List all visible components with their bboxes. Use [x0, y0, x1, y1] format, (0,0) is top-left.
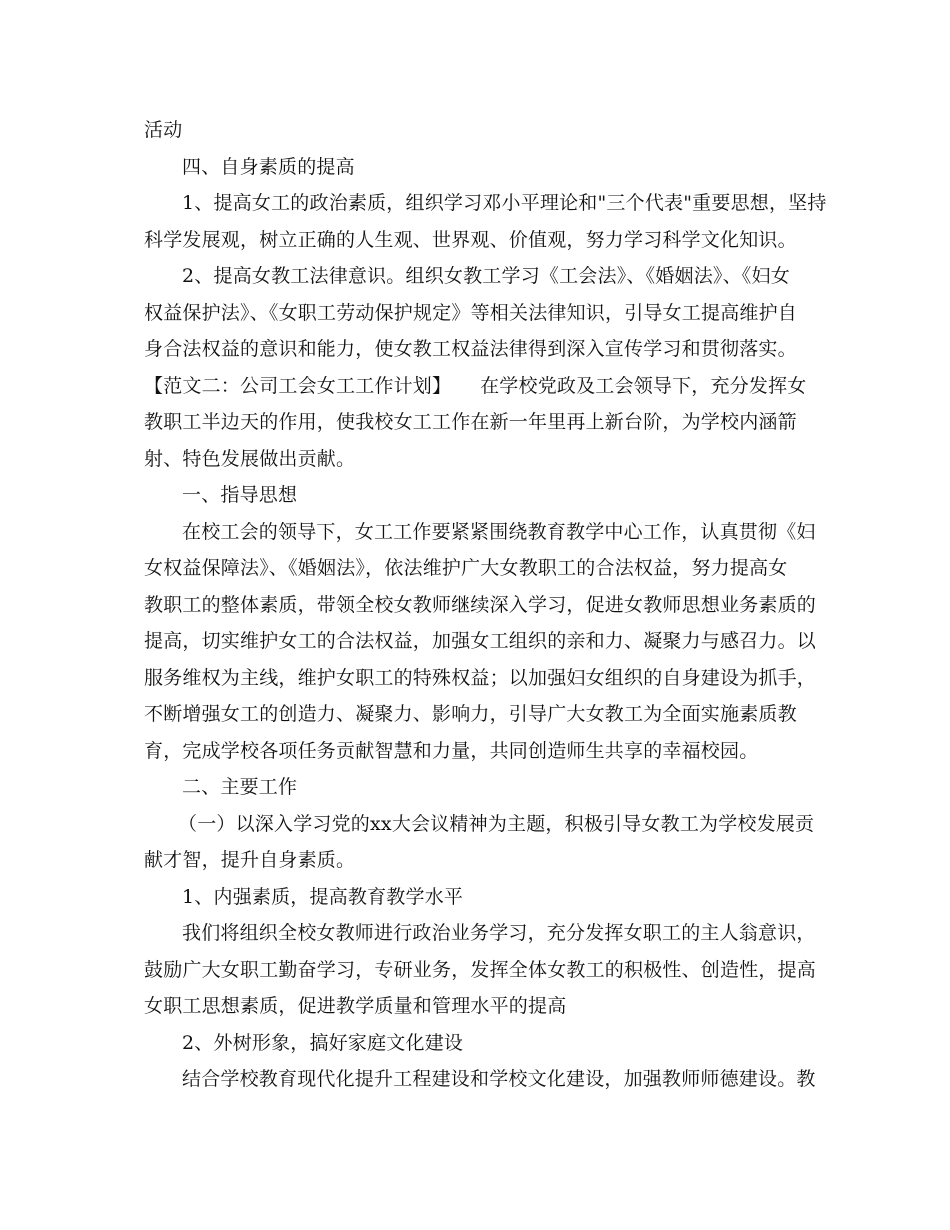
paragraph-line: （一）以深入学习党的xx大会议精神为主题，积极引导女教工为学校发展贡: [178, 812, 815, 835]
paragraph-line: 育，完成学校各项任务贡献智慧和力量，共同创造师生共享的幸福校园。: [144, 739, 759, 762]
subsection-heading: 1、内强素质，提高教育教学水平: [182, 885, 464, 908]
paragraph-line: 1、提高女工的政治素质，组织学习邓小平理论和"三个代表"重要思想，坚持: [182, 192, 827, 214]
paragraph-line: 教职工半边天的作用，使我校女工工作在新一年里再上新台阶，为学校内涵箭: [144, 411, 797, 433]
text-line: 活动: [144, 119, 183, 141]
paragraph-line: 鼓励广大女职工勤奋学习，专研业务，发挥全体女教工的积极性、创造性，提高: [144, 958, 817, 981]
paragraph-line: 教职工的整体素质，带领全校女教师继续深入学习，促进女教师思想业务素质的: [144, 593, 817, 616]
paragraph-line: 结合学校教育现代化提升工程建设和学校文化建设，加强教师师德建设。教: [182, 1068, 816, 1090]
section-heading: 四、自身素质的提高: [182, 155, 355, 178]
paragraph-line: 提高，切实维护女工的合法权益，加强女工组织的亲和力、凝聚力与感召力。以: [144, 630, 817, 652]
document-body: [144, 112, 827, 1098]
section-heading: 二、主要工作: [182, 776, 298, 798]
subsection-heading: 2、外树形象，搞好家庭文化建设: [182, 1031, 464, 1054]
paragraph-line: 身合法权益的意识和能力，使女教工权益法律得到深入宣传学习和贯彻落实。: [144, 338, 797, 360]
paragraph-line: 【范文二：公司工会女工工作计划】 在学校党政及工会领导下，充分发挥女: [144, 374, 807, 397]
paragraph-line: 女权益保障法》、《婚姻法》，依法维护广大女教职工的合法权益，努力提高女: [144, 557, 788, 579]
paragraph-line: 科学发展观，树立正确的人生观、世界观、价值观，努力学习科学文化知识。: [144, 228, 797, 251]
paragraph-line: 在校工会的领导下，女工工作要紧紧围绕教育教学中心工作，认真贯彻《妇: [182, 520, 816, 543]
paragraph-line: 女职工思想素质，促进教学质量和管理水平的提高: [144, 995, 567, 1017]
paragraph-line: 我们将组织全校女教师进行政治业务学习，充分发挥女职工的主人翁意识，: [182, 922, 816, 944]
section-heading: 一、指导思想: [182, 484, 298, 506]
paragraph-line: 射、特色发展做出贡献。: [144, 447, 356, 470]
paragraph-line: 2、提高女教工法律意识。组织女教工学习《工会法》、《婚姻法》、《妇女: [182, 265, 790, 287]
paragraph-line: 不断增强女工的创造力、凝聚力、影响力，引导广大女教工为全面实施素质教: [144, 703, 797, 725]
paragraph-line: 服务维权为主线，维护女职工的特殊权益；以加强妇女组织的自身建设为抓手，: [144, 666, 817, 689]
paragraph-line: 献才智，提升自身素质。: [144, 849, 356, 871]
paragraph-line: 权益保护法》、《女职工劳动保护规定》等相关法律知识，引导女工提高维护自: [144, 301, 798, 324]
